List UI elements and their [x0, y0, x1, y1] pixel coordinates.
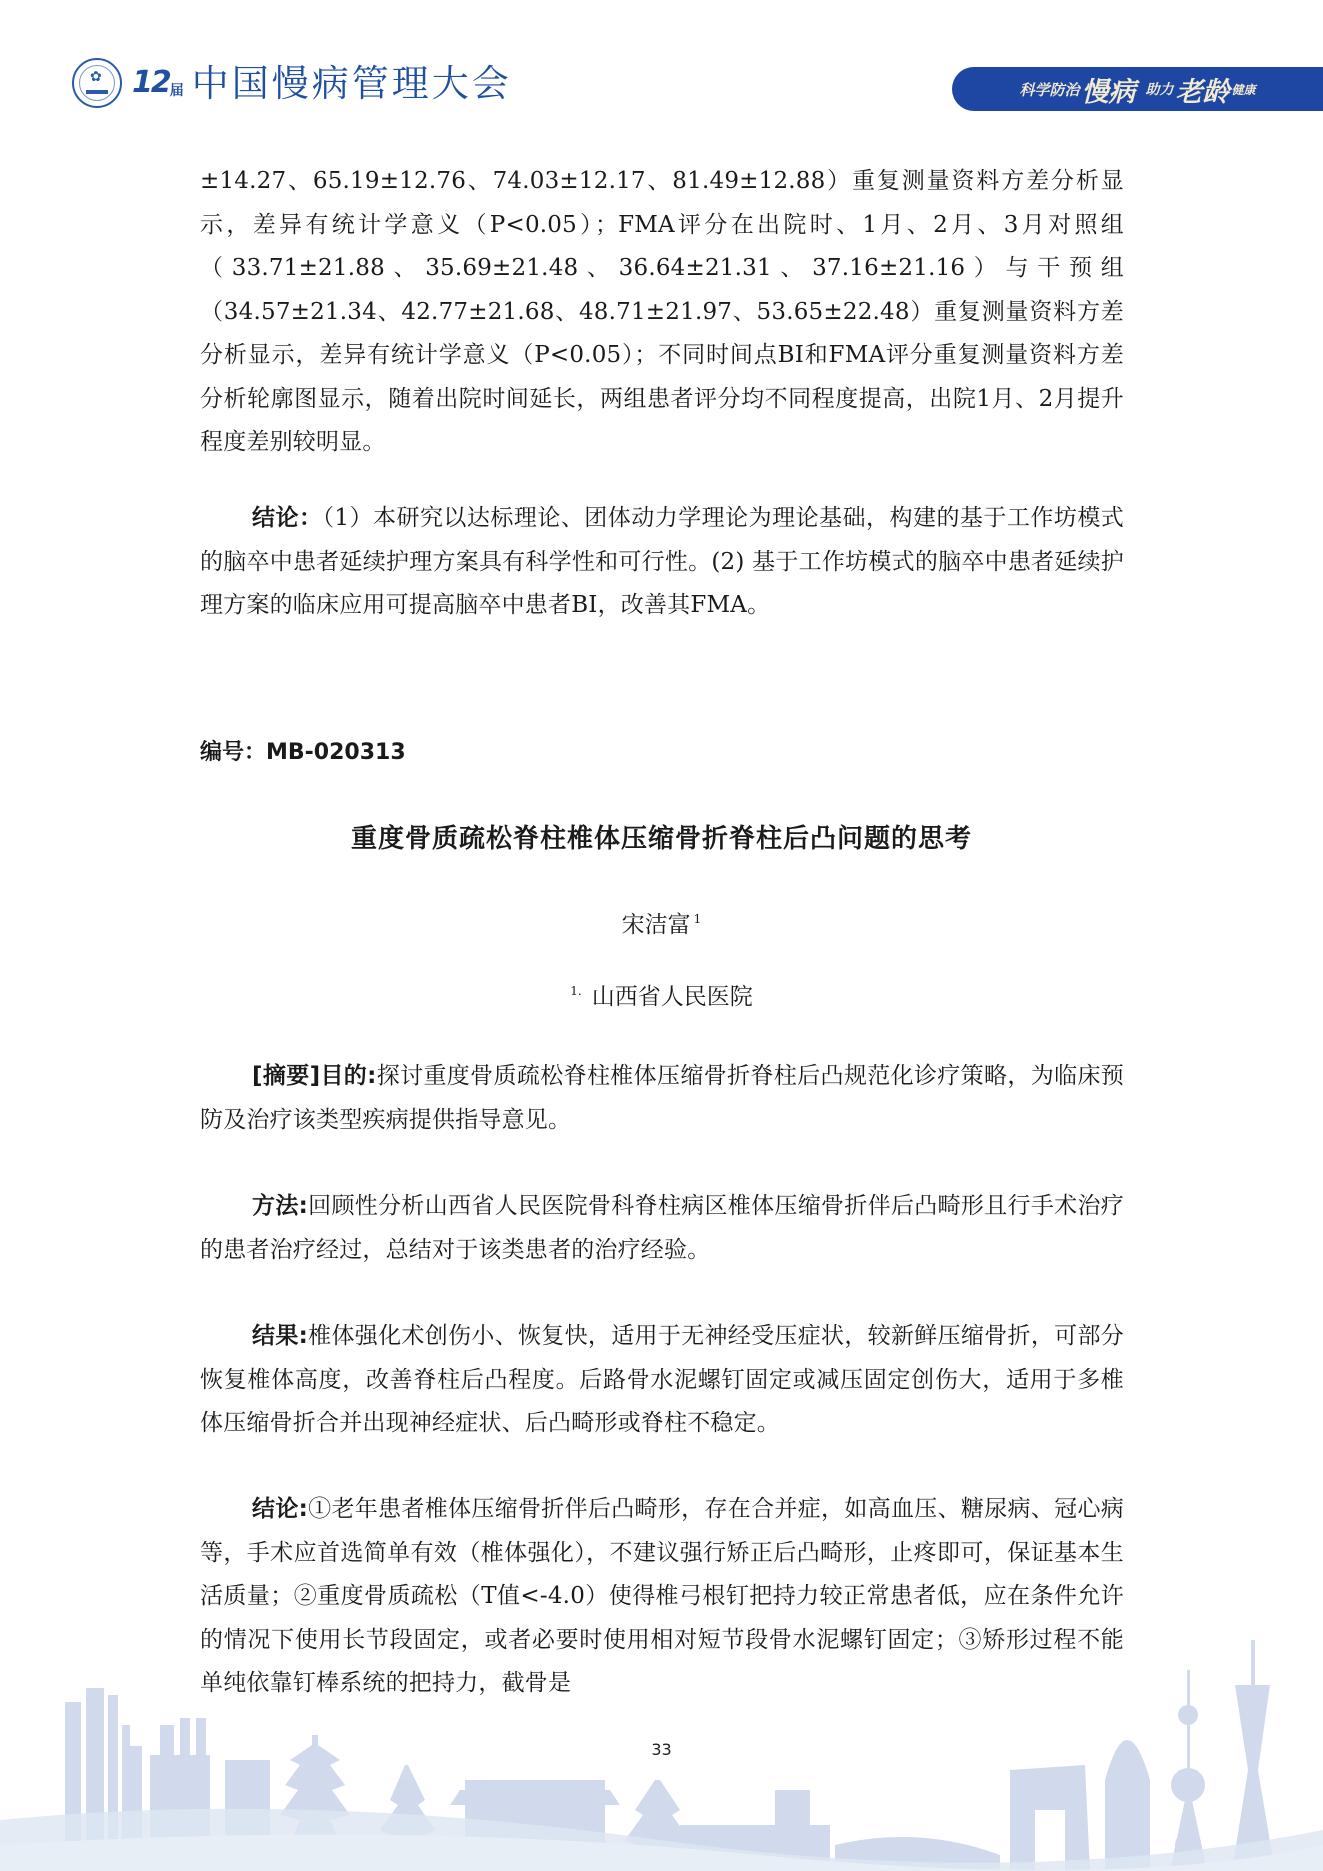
- objective-paragraph: [200, 1055, 1124, 1142]
- conference-title: 中国慢病管理大会: [191, 61, 512, 105]
- slogan-part: 慢病: [1081, 76, 1136, 108]
- results-continued: ±14.27、65.19±12.76、74.03±12.17、81.49±12.88）重复测量资料方差分析显示，差异有统计学意义（P<0.05）；FMA评分在出院时、1月、2月、3月对照组（33.71±21.88、35.69±21.48、36.64±21.31、37.16±21.16）与干预组（34.57±21.34、42.77±21.68、48.71±21.97、53.65±22.48）重复测量资料方差分析显示，差异有统计学意义（P<0.05）；不同时间点BI和FMA评分重复测量资料方差分析轮廓图显示，随着出院时间延长，两组患者评分均不同程度提高，出院1月、2月提升程度差别较明显。: [200, 168, 1124, 455]
- slogan-part: 助力: [1145, 82, 1174, 98]
- author-line: [0, 906, 1323, 939]
- methods-paragraph: [200, 1185, 1124, 1272]
- conclusion-section: [200, 1488, 1124, 1706]
- author-superscript: 1: [693, 912, 702, 927]
- edition-number: 12: [132, 65, 170, 100]
- author-name: 宋洁富: [621, 912, 691, 938]
- conclusion-paragraph: [200, 497, 1124, 628]
- affiliation-line: [0, 978, 1323, 1011]
- methods-label: 方法:: [252, 1193, 309, 1219]
- results-text: 椎体强化术创伤小、恢复快，适用于无神经受压症状，较新鲜压缩骨折，可部分恢复椎体高度，改善脊柱后凸程度。后路骨水泥螺钉固定或减压固定创伤大，适用于多椎体压缩骨折合并出现神经症状、后凸畸形或脊柱不稳定。: [200, 1323, 1124, 1436]
- objective-label: [摘要]目的:: [252, 1063, 377, 1089]
- objective-section: [200, 1055, 1124, 1142]
- slogan-part: 健康: [1231, 82, 1256, 97]
- previous-conclusion: [200, 497, 1124, 628]
- association-seal-icon: [72, 58, 122, 108]
- methods-section: [200, 1185, 1124, 1272]
- flower-icon: ✿: [90, 69, 102, 85]
- previous-abstract: [200, 160, 1124, 465]
- conclusion-label: 结论:: [252, 1496, 309, 1522]
- slogan-part: 老龄: [1175, 76, 1230, 108]
- abstract-title: 重度骨质疏松脊柱椎体压缩骨折脊柱后凸问题的思考: [350, 824, 972, 854]
- affiliation-superscript: 1.: [570, 984, 582, 999]
- results-paragraph: [200, 1315, 1124, 1446]
- conference-logo: [72, 58, 512, 108]
- affiliation-name: 山西省人民医院: [591, 984, 753, 1010]
- methods-text: 回顾性分析山西省人民医院骨科脊柱病区椎体压缩骨折伴后凸畸形且行手术治疗的患者治疗经过，总结对于该类患者的治疗经验。: [200, 1193, 1124, 1263]
- page-number: 33: [651, 1740, 672, 1759]
- conclusion-text: （1）本研究以达标理论、团体动力学理论为理论基础，构建的基于工作坊模式的脑卒中患者延续护理方案具有科学性和可行性。(2) 基于工作坊模式的脑卒中患者延续护理方案的临床应用可提高脑卒中患者BI，改善其FMA。: [200, 505, 1124, 618]
- slogan-banner: [952, 67, 1323, 111]
- results-section: [200, 1315, 1124, 1446]
- edition-suffix: 届: [169, 83, 184, 99]
- edition-mark: [132, 65, 184, 100]
- objective-text: 探讨重度骨质疏松脊柱椎体压缩骨折脊柱后凸规范化诊疗策略，为临床预防及治疗该类型疾病提供指导意见。: [200, 1063, 1125, 1133]
- conclusion-label: 结论：: [252, 505, 323, 531]
- conclusion-text: ①老年患者椎体压缩骨折伴后凸畸形，存在合并症，如高血压、糖尿病、冠心病等，手术应首选简单有效（椎体强化），不建议强行矫正后凸畸形，止疼即可，保证基本生活质量；②重度骨质疏松（T值<-4.0）使得椎弓根钉把持力较正常患者低，应在条件允许的情况下使用长节段固定，或者必要时使用相对短节段骨水泥螺钉固定；③矫形过程不能单纯依靠钉棒系统的把持力，截骨是: [200, 1496, 1124, 1696]
- results-label: 结果:: [252, 1323, 309, 1349]
- conclusion-paragraph: [200, 1488, 1124, 1706]
- abstract-code: 编号：MB-020313: [200, 740, 406, 765]
- page-header: [0, 0, 1323, 140]
- slogan-part: 科学防治: [1019, 80, 1080, 99]
- seal-base-shape: [86, 90, 108, 94]
